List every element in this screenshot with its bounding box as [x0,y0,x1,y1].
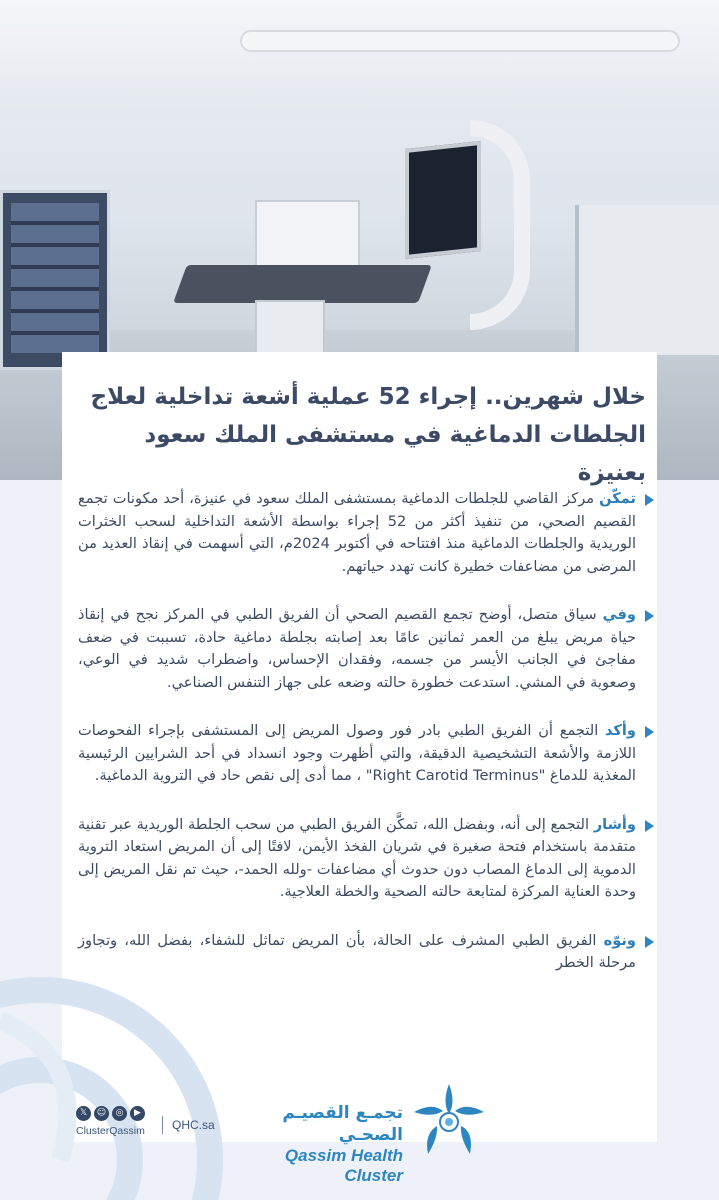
left-cabinet [0,190,110,370]
paragraph-text: سياق متصل، أوضح تجمع القصيم الصحي أن الفريق الطبي في المركز نجح في إنقاذ حياة مريض يبلغ من العمر ثمانين عامًا بعد إصابته بجلطة دماغية حادة، تسببت في ضعف مفاجئ في الجانب الأيسر من جسمه، وفقدان الإحساس، واضطراب شديد في الوعي، وصعوبة في المشي. استدعت خطورة حالته وضعه على جهاز التنفس الصناعي. [78,606,636,691]
brand-name-english: Qassim Health Cluster [284,1146,403,1185]
bullet-arrow-icon [645,726,654,738]
footer-divider [162,1116,163,1134]
bullet-arrow-icon [645,936,654,948]
website-link[interactable]: QHC.sa [172,1118,215,1132]
monitor [405,141,481,259]
paragraph-lead: تمكّن [599,490,636,507]
paragraph-1 [78,488,650,578]
instagram-icon[interactable]: ◎ [112,1106,127,1121]
brand-name-arabic: تجمـع القصيـم الصحـي [282,1103,403,1145]
bullet-arrow-icon [645,820,654,832]
headline [78,378,646,492]
right-counter [575,205,719,355]
ceiling-boom [240,30,680,52]
ceiling [0,0,719,120]
headline-line-2: الجلطات الدماغية في مستشفى الملك سعود بعنيزة [144,422,646,486]
paragraph-4 [78,814,650,904]
paragraph-text: التجمع أن الفريق الطبي بادر فور وصول المريض إلى المستشفى بإجراء الفحوصات اللازمة والأشعة التشخيصية الدقيقة، والتي أظهرت وجود انسداد في أحد الشرايين الرئيسية المغذية للدماغ "Right Carotid Terminus" ، مما أدى إلى نقص حاد في التروية الدماغية. [78,722,636,784]
social-handle[interactable]: ClusterQassim [76,1125,145,1137]
paragraph-text: مركز القاضي للجلطات الدماغية بمستشفى الملك سعود في عنيزة، أحد مكونات تجمع القصيم الصحي، من تنفيذ أكثر من 52 إجراء بواسطة الأشعة التداخلية لسحب الخثرات الوريدية والجلطات الدماغية منذ افتتاحه في أكتوبر 2024م، التي أسهمت في إنقاذ العديد من المرضى من مضاعفات خطيرة كانت تهدد حياتهم. [78,490,637,575]
paragraph-lead: وأكد [605,722,636,739]
bullet-arrow-icon [645,494,654,506]
paragraph-lead: وأشار [593,815,636,833]
qassim-logo-icon [408,1080,490,1162]
paragraph-5 [78,930,650,975]
headline-line-1: خلال شهرين.. إجراء 52 عملية أشعة تداخلية لعلاج [90,384,646,410]
youtube-icon[interactable]: ▶ [130,1106,145,1121]
paragraph-text: التجمع إلى أنه، وبفضل الله، تمكَّن الفريق الطبي من سحب الجلطة الوريدية عبر تقنية متقدمة باستخدام فتحة صغيرة في شريان الفخذ الأيمن، لافتًا إلى أن المريض استعاد التروية الدموية إلى الدماغ المصاب دون حدوث أي مضاعفات -ولله الحمد-، حيث تم نقل المريض إلى وحدة العناية المركزة لمتابعة حالته الصحية والخطة العلاجية. [78,815,636,900]
snapchat-icon[interactable]: ☺ [94,1106,109,1121]
paragraph-text: الفريق الطبي المشرف على الحالة، بأن المريض تماثل للشفاء، بفضل الله، وتجاوز مرحلة الخطر [78,931,636,971]
paragraph-3 [78,720,650,788]
patient-table [173,265,432,303]
x-icon[interactable]: 𝕏 [76,1106,91,1121]
social-icons [76,1106,145,1121]
article-body [78,488,650,1001]
brand-name [235,1102,403,1186]
paragraph-2 [78,604,650,694]
paragraph-lead: وفي [602,606,636,623]
bullet-arrow-icon [645,610,654,622]
paragraph-lead: ونوّه [603,931,636,949]
